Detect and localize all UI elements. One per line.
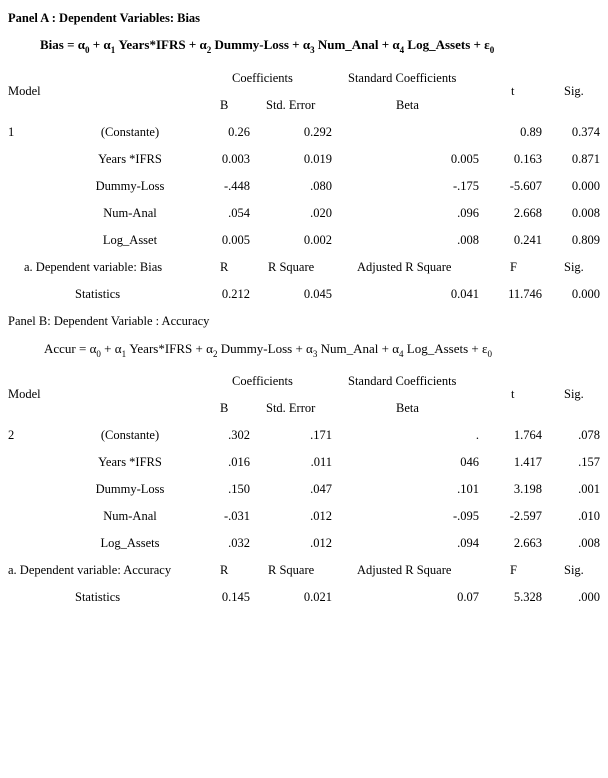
coef-b: .032: [228, 536, 250, 550]
f-header: F: [510, 260, 517, 274]
coef-t: -2.597: [509, 509, 542, 523]
coef-beta: 046: [460, 455, 479, 469]
stat-adj-r-square: 0.041: [450, 287, 479, 301]
coef-beta: .094: [457, 536, 479, 550]
coef-sig: 0.374: [571, 125, 600, 139]
r-square-header: R Square: [268, 260, 315, 274]
coef-sig: .008: [578, 536, 600, 550]
coef-sig: .078: [578, 428, 600, 442]
r-header: R: [220, 260, 229, 274]
stat-adj-r-square: 0.07: [457, 590, 479, 604]
coef-se: 0.002: [303, 233, 332, 247]
beta-header: Beta: [396, 401, 419, 415]
coef-t: -5.607: [509, 179, 542, 193]
row-label: Num-Anal: [103, 509, 157, 523]
coef-t: 1.764: [513, 428, 542, 442]
coef-b: .016: [228, 455, 250, 469]
coef-sig: .157: [578, 455, 600, 469]
coef-b: .150: [228, 482, 250, 496]
coef-se: 0.019: [303, 152, 332, 166]
statistics-label: Statistics: [75, 590, 121, 604]
coef-beta: .096: [457, 206, 479, 220]
row-label: Years *IFRS: [98, 152, 162, 166]
coef-se: 0.292: [303, 125, 332, 139]
stat-sig: 0.000: [571, 287, 600, 301]
row-label: (Constante): [100, 125, 160, 139]
coef-b: 0.005: [221, 233, 250, 247]
coefficients-header: Coefficients: [232, 374, 293, 388]
coef-sig: 0.000: [571, 179, 600, 193]
statistics-label: Statistics: [75, 287, 121, 301]
standard-coefficients-header: Standard Coefficients: [348, 374, 457, 388]
row-label: Log_Assets: [100, 536, 160, 550]
row-label: (Constante): [100, 428, 160, 442]
b-header: B: [220, 401, 229, 415]
coef-beta: 0.005: [450, 152, 479, 166]
adj-r-square-header: Adjusted R Square: [357, 260, 452, 274]
sig-header: Sig.: [564, 260, 584, 274]
coef-se: .012: [310, 536, 332, 550]
coef-se: .047: [310, 482, 332, 496]
coef-sig: .001: [578, 482, 600, 496]
model-number: 1: [8, 125, 15, 139]
stat-r: 0.145: [221, 590, 250, 604]
coef-t: 2.663: [513, 536, 542, 550]
coef-beta: .101: [457, 482, 479, 496]
std-error-header: Std. Error: [266, 98, 316, 112]
coef-sig: .010: [578, 509, 600, 523]
coef-beta: -.095: [452, 509, 479, 523]
sig-header: Sig.: [564, 563, 584, 577]
coef-beta: .008: [457, 233, 479, 247]
t-header: t: [511, 387, 515, 401]
b-header: B: [220, 98, 229, 112]
stat-r-square: 0.045: [303, 287, 332, 301]
coef-se: .080: [310, 179, 332, 193]
coef-sig: 0.871: [571, 152, 600, 166]
coef-se: .012: [310, 509, 332, 523]
stat-r: 0.212: [221, 287, 250, 301]
coef-t: 3.198: [513, 482, 542, 496]
panel-a-equation: Bias = $\alpha_0 + \alpha_1$ Years*IFRS + $\alpha_2$ Dummy-Loss + $\alpha_3$ Num_Anal + $\alpha_4$ Log_Assets + $\varepsilon_0$: [40, 37, 495, 55]
r-square-header: R Square: [268, 563, 315, 577]
stat-f: 5.328: [513, 590, 542, 604]
coef-se: .020: [310, 206, 332, 220]
coef-beta: .: [475, 428, 479, 442]
panel-b-heading: Panel B: Dependent Variable : Accuracy: [8, 314, 210, 328]
coef-b: .054: [228, 206, 250, 220]
adj-r-square-header: Adjusted R Square: [357, 563, 452, 577]
coef-b: -.448: [223, 179, 250, 193]
model-number: 2: [8, 428, 15, 442]
coef-b: 0.26: [228, 125, 250, 139]
stat-f: 11.746: [508, 287, 542, 301]
coef-t: 0.241: [513, 233, 542, 247]
coef-se: .171: [310, 428, 332, 442]
sig-header: Sig.: [564, 387, 584, 401]
coef-sig: 0.008: [571, 206, 600, 220]
std-error-header: Std. Error: [266, 401, 316, 415]
stat-r-square: 0.021: [303, 590, 332, 604]
coef-se: .011: [310, 455, 332, 469]
coef-beta: -.175: [452, 179, 479, 193]
coef-t: 2.668: [513, 206, 542, 220]
dependent-variable-note: a. Dependent variable: Bias: [24, 260, 163, 274]
coefficients-header: Coefficients: [232, 71, 293, 85]
coef-t: 1.417: [513, 455, 542, 469]
panel-b-equation: Accur = $\alpha_0 + \alpha_1$ Years*IFRS + $\alpha_2$ Dummy-Loss + $\alpha_3$ Num_Anal + $\alpha_4$ Log_Assets + $\varepsilon_0$: [44, 341, 492, 359]
row-label: Dummy-Loss: [95, 482, 165, 496]
t-header: t: [511, 84, 515, 98]
coef-t: 0.89: [520, 125, 542, 139]
sig-header: Sig.: [564, 84, 584, 98]
row-label: Log_Asset: [102, 233, 158, 247]
coef-b: 0.003: [221, 152, 250, 166]
model-header: Model: [8, 387, 41, 401]
standard-coefficients-header: Standard Coefficients: [348, 71, 457, 85]
stat-sig: .000: [578, 590, 600, 604]
row-label: Dummy-Loss: [95, 179, 165, 193]
dependent-variable-note: a. Dependent variable: Accuracy: [8, 563, 172, 577]
coef-b: -.031: [223, 509, 250, 523]
r-header: R: [220, 563, 229, 577]
coef-b: .302: [228, 428, 250, 442]
row-label: Num-Anal: [103, 206, 157, 220]
coef-sig: 0.809: [571, 233, 600, 247]
row-label: Years *IFRS: [98, 455, 162, 469]
model-header: Model: [8, 84, 41, 98]
f-header: F: [510, 563, 517, 577]
panel-a-heading: Panel A : Dependent Variables: Bias: [8, 11, 201, 25]
coef-t: 0.163: [513, 152, 542, 166]
beta-header: Beta: [396, 98, 419, 112]
